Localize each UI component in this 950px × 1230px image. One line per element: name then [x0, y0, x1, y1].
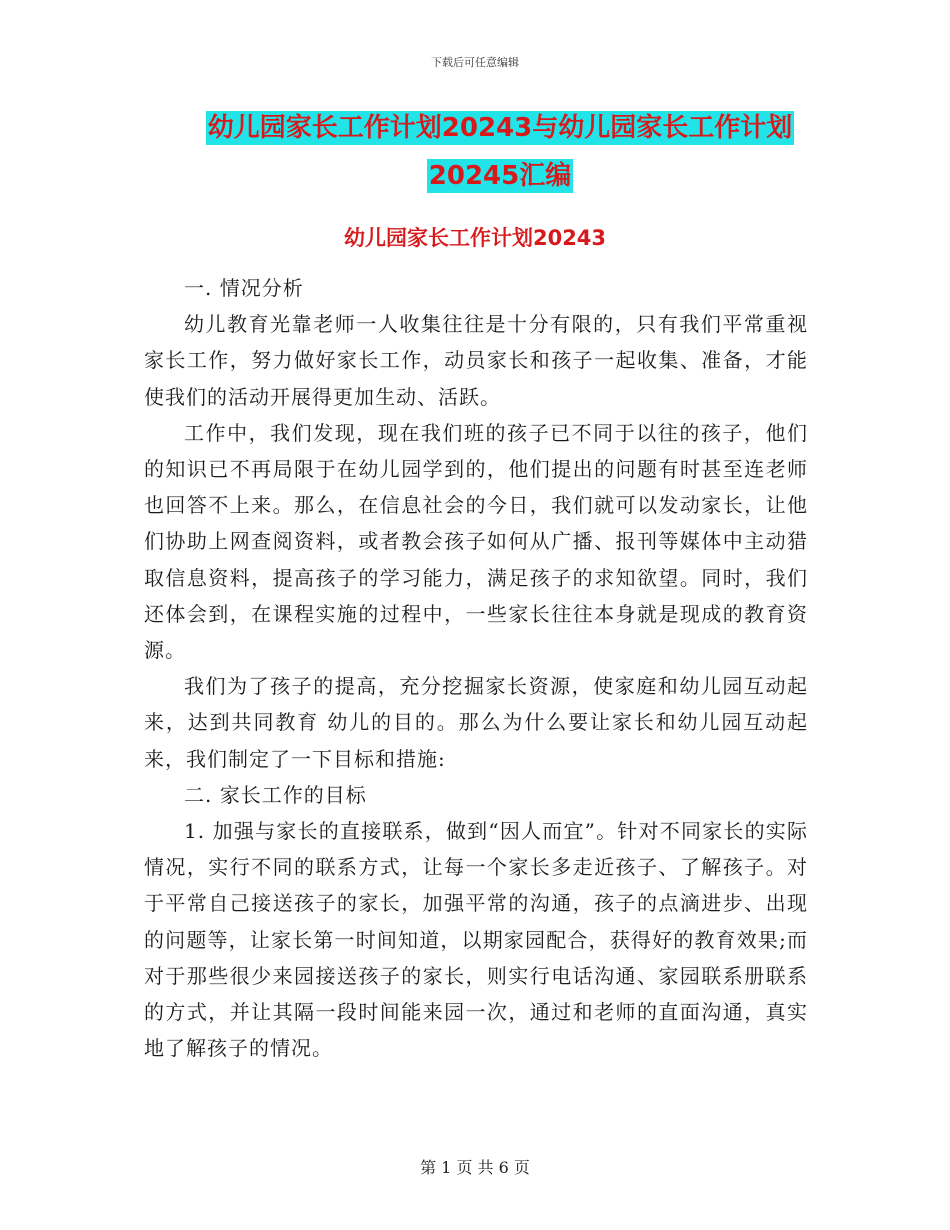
- heading-situation-analysis: 一. 情况分析: [184, 276, 304, 300]
- heading-work-goals: 二. 家长工作的目标: [184, 782, 367, 807]
- paragraph-4: 1. 加强与家长的直接联系，做到“因人而宜”。针对不同家长的实际情况，实行不同的联系方式，让每一个家长多走近孩子、了解孩子。对于平常自己接送孩子的家长，加强平常的沟通，孩子的点滴进步、出现的问题等，让家长第一时间知道，以期家园配合，获得好的教育效果;而对于那些很少来园接送孩子的家长，则实行电话沟通、家园联系册联系的方式，并让其隔一段时间能来园一次，通过和老师的直面沟通，真实地了解孩子的情况。: [144, 819, 808, 1061]
- paragraph-2: 工作中，我们发现，现在我们班的孩子已不同于以往的孩子，他们的知识已不再局限于在幼儿园学到的，他们提出的问题有时甚至连老师也回答不上来。那么，在信息社会的今日，我们就可以发动家长，让他们协助上网查阅资料，或者教会孩子如何从广播、报刊等媒体中主动猎取信息资料，提高孩子的学习能力，满足孩子的求知欲望。同时，我们还体会到，在课程实施的过程中，一些家长往往本身就是现成的教育资源。: [144, 420, 808, 663]
- header-note: 下载后可任意编辑: [431, 56, 519, 69]
- document-title: [140, 104, 860, 200]
- paragraph-3: 我们为了孩子的提高，充分挖掘家长资源，使家庭和幼儿园互动起来，达到共同教育 幼儿的目的。那么为什么要让家长和幼儿园互动起来，我们制定了一下目标和措施:: [144, 674, 808, 771]
- document-body: [144, 270, 808, 1066]
- page-number: 第 1 页 共 6 页: [420, 1158, 530, 1177]
- section-title: 幼儿园家长工作计划20243: [343, 226, 607, 250]
- document-title-line-2: 20245汇编: [428, 161, 572, 191]
- paragraph-1: 幼儿教育光靠老师一人收集往往是十分有限的，只有我们平常重视家长工作，努力做好家长工作，动员家长和孩子一起收集、准备，才能使我们的活动开展得更加生动、活跃。: [144, 312, 808, 409]
- document-title-line-1: 幼儿园家长工作计划20243与幼儿园家长工作计划: [207, 113, 793, 143]
